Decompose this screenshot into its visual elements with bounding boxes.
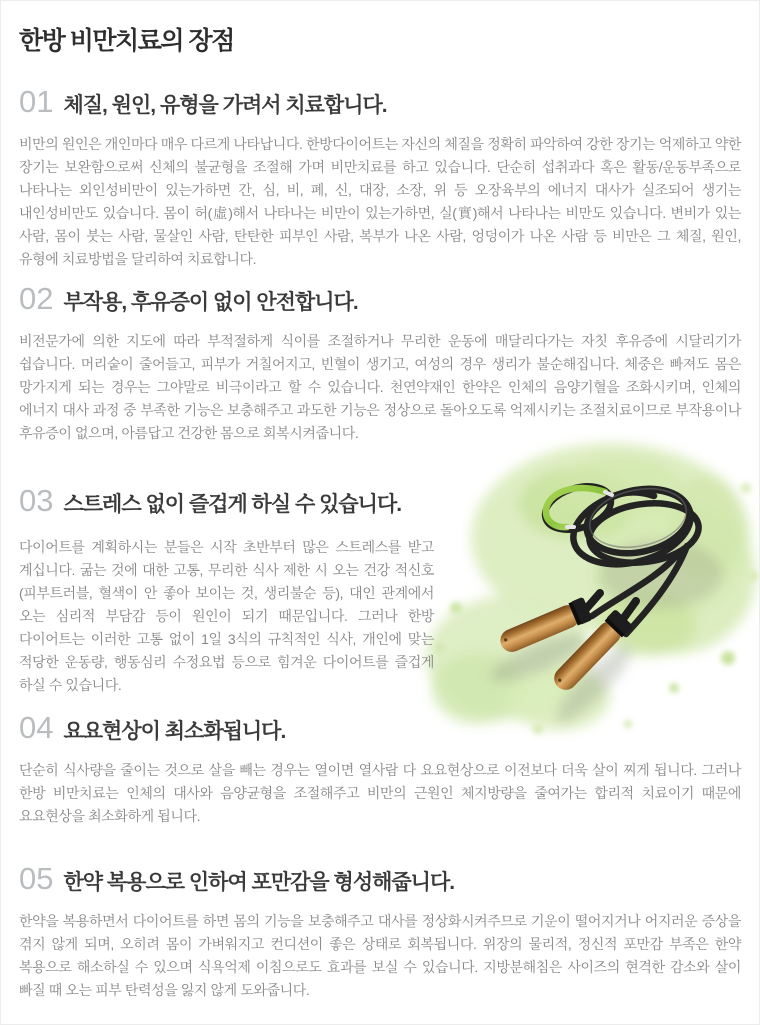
section-body: 비만의 원인은 개인마다 매우 다르게 나타납니다. 한방다이어트는 자신의 체질을 정확히 파악하여 강한 장기는 억제하고 약한 장기는 보완함으로써 신체의 불균형을 조절해 가며 비만치료를 하고 있습니다. 단순히 섭취과다 혹은 활동/운동부족으로 나타나는 외인성비만이 있는가하면 간, 심, 비, 폐, 신, 대장, 소장, 위 등 오장육부의 에너지 대사가 실조되어 생기는 내인성비만도 있습니다. 몸이 허(虛)해서 나타나는 비만이 있는가하면, 실(實)해서 나타나는 비만도 있습니다. 변비가 있는 사람, 몸이 붓는 사람, 물살인 사람, 탄탄한 피부인 사람, 복부가 나온 사람, 엉덩이가 나온 사람 등 비만은 그 체질, 원인, 유형에 치료방법을 달리하여 치료합니다. — [19, 136, 741, 267]
section-heading — [19, 711, 741, 749]
section-body: 다이어트를 계획하시는 분들은 시작 초반부터 많은 스트레스를 받고 계십니다. 굶는 것에 대한 고통, 무리한 식사 제한 시 오는 건강 적신호 (피부트러블, 혈색이 안 좋아 보이는 것, 생리불순 등), 대인 관계에서 오는 심리적 부담감 등이 원인이 되기 때문입니다. 그러나 한방 다이어트는 이러한 고통 없이 1일 3식의 규칙적인 식사, 개인에 맞는 적당한 운동량, 행동심리 수정요법 등으로 힘겨운 다이어트를 즐겁게 하실 수 있습니다. — [19, 539, 434, 693]
section-number: 04 — [19, 710, 54, 745]
section-number: 01 — [19, 84, 54, 119]
section-heading — [19, 85, 741, 123]
section-03 — [19, 484, 741, 697]
section-heading — [19, 862, 741, 900]
section-body: 한약을 복용하면서 다이어트를 하면 몸의 기능을 보충해주고 대사를 정상화시켜주므로 기운이 떨어지거나 어지러운 증상을 겪지 않게 되며, 오히려 몸이 가벼워지고 컨디션이 좋은 상태로 회복됩니다. 위장의 물리적, 정신적 포만감 부족은 한약 복용으로 해소하실 수 있으며 식욕억제 이침으로도 효과를 보실 수 있습니다. 지방분해침은 사이즈의 현격한 감소와 살이 빠질 때 오는 피부 탄력성을 잃지 않게 도와줍니다. — [19, 913, 741, 998]
section-title: 체질, 원인, 유형을 가려서 치료합니다. — [63, 94, 387, 117]
section-title: 스트레스 없이 즐겁게 하실 수 있습니다. — [63, 493, 402, 516]
section-number: 05 — [19, 861, 54, 896]
section-02 — [19, 282, 741, 445]
section-title: 부작용, 후유증이 없이 안전합니다. — [63, 291, 358, 314]
section-05 — [19, 862, 741, 1002]
section-04 — [19, 711, 741, 828]
page-title: 한방 비만치료의 장점 — [19, 27, 234, 55]
section-number: 02 — [19, 281, 54, 316]
section-01 — [19, 85, 741, 271]
section-heading — [19, 282, 741, 320]
section-title: 한약 복용으로 인하여 포만감을 형성해줍니다. — [63, 871, 455, 894]
section-body: 단순히 식사량을 줄이는 것으로 살을 빼는 경우는 열이면 열사람 다 요요현상으로 이전보다 더욱 살이 찌게 됩니다. 그러나 한방 비만치료는 인체의 대사와 음양균형을 조절해주고 비만의 근원인 체지방량을 줄여가는 합리적 치료이기 때문에 요요현상을 최소화하게 됩니다. — [19, 762, 741, 824]
section-body: 비전문가에 의한 지도에 따라 부적절하게 식이를 조절하거나 무리한 운동에 매달리다가는 자칫 후유증에 시달리기가 쉽습니다. 머리숱이 줄어들고, 피부가 거칠어지고, 빈혈이 생기고, 여성의 경우 생리가 불순해집니다. 체중은 빠져도 몸은 망가지게 되는 경우는 그야말로 비극이라고 할 수 있습니다. 천연약재인 한약은 인체의 음양기혈을 조화시키며, 인체의 에너지 대사 과정 중 부족한 기능은 보충해주고 과도한 기능은 정상으로 돌아오도록 억제시키는 조절치료이므로 부작용이나 후유증이 없으며, 아름답고 건강한 몸으로 회복시켜줍니다. — [19, 333, 741, 441]
section-title: 요요현상이 최소화됩니다. — [63, 720, 286, 743]
section-number: 03 — [19, 483, 54, 518]
section-heading — [19, 484, 741, 522]
